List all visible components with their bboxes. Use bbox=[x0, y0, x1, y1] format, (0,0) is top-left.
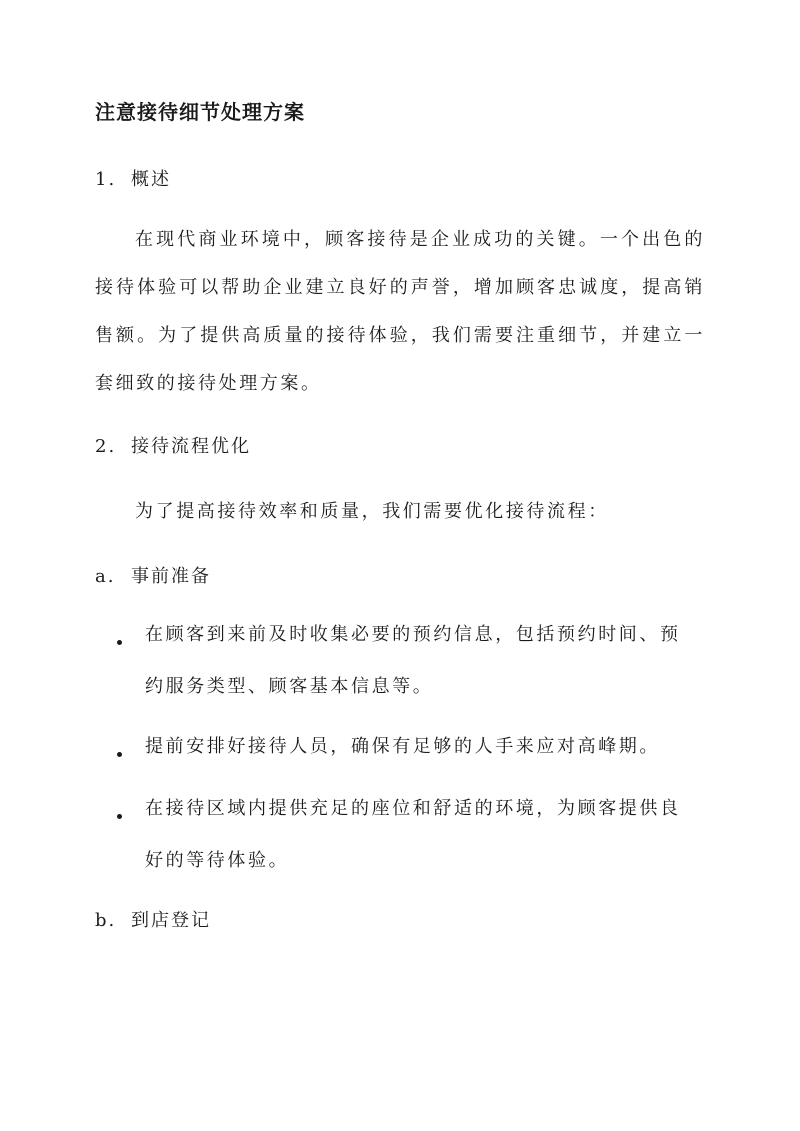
subsection-heading-preparation bbox=[95, 562, 211, 588]
process-intro: 为了提高接待效率和质量，我们需要优化接待流程： bbox=[135, 501, 609, 522]
section-heading-process bbox=[95, 432, 251, 458]
subsection-heading-text: 到店登记 bbox=[131, 910, 211, 931]
section-heading-text: 接待流程优化 bbox=[131, 436, 251, 457]
bullet-icon bbox=[117, 640, 122, 645]
list-item-text: 提前安排好接待人员，确保有足够的人手来应对高峰期。 bbox=[145, 736, 660, 757]
list-item-text: 在顾客到来前及时收集必要的预约信息，包括预约时间、预约服务类型、顾客基本信息等。 bbox=[145, 624, 681, 697]
subsection-heading-checkin bbox=[95, 906, 211, 932]
bullet-icon bbox=[117, 814, 122, 819]
section-number: 1. bbox=[95, 169, 117, 190]
section-number: 2. bbox=[95, 436, 117, 457]
subsection-label: b. bbox=[95, 910, 117, 931]
bullet-icon bbox=[117, 752, 122, 757]
subsection-label: a. bbox=[95, 566, 116, 587]
subsection-heading-text: 事前准备 bbox=[131, 566, 211, 587]
section-heading-text: 概述 bbox=[131, 169, 171, 190]
list-item-text: 在接待区域内提供充足的座位和舒适的环境，为顾客提供良好的等待体验。 bbox=[145, 798, 681, 871]
document-title: 注意接待细节处理方案 bbox=[95, 100, 305, 124]
section-heading-overview bbox=[95, 165, 171, 191]
overview-paragraph: 在现代商业环境中，顾客接待是企业成功的关键。一个出色的接待体验可以帮助企业建立良好的声誉，增加顾客忠诚度，提高销售额。为了提供高质量的接待体验，我们需要注重细节，并建立一套细致的接待处理方案。 bbox=[95, 229, 705, 394]
